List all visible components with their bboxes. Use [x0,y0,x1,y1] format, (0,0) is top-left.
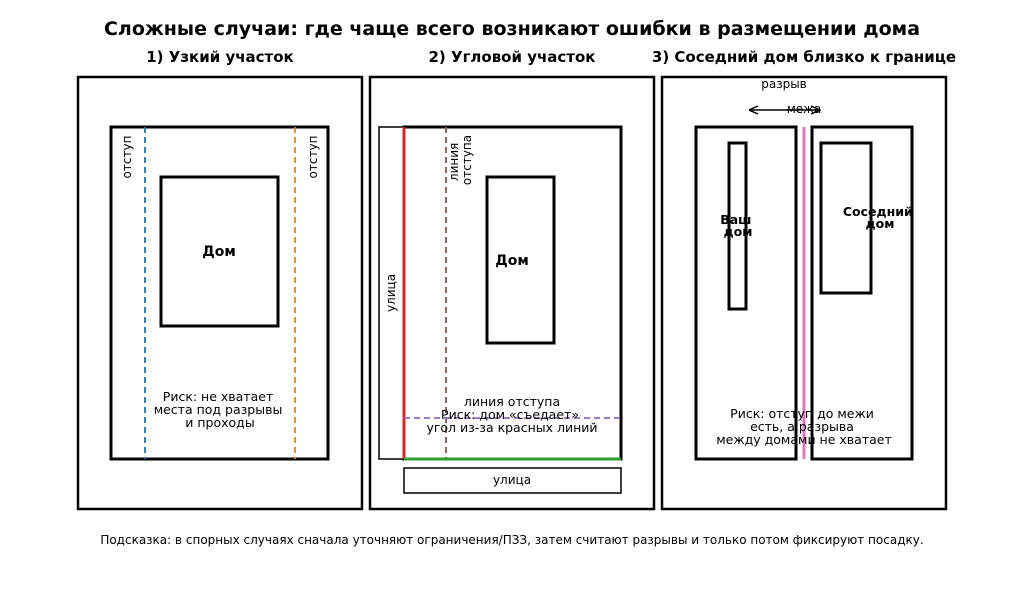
house-narrow-label: Дом [202,244,236,260]
risk-text-neighbor: Риск: отступ до межи есть, а разрыва между домами не хватает [716,406,892,447]
setback-line-label: линия отступа [447,134,474,186]
street-label-side: улица [384,273,398,313]
gap-label: разрыв [761,77,807,91]
setback-label-right: отступ [306,135,320,179]
neighbor-house-label: Соседний дом [842,204,913,231]
street-label-bottom: улица [492,473,532,487]
hint-text: Подсказка: в спорных случаях сначала уточняют ограничения/ПЗЗ, затем считают разрывы и только потом фиксируют посадку. [100,533,924,547]
panel-2-heading: 2) Угловой участок [428,48,596,66]
your-house-label: Ваш дом [720,212,753,239]
risk-text-narrow: Риск: не хватает места под разрывы и проходы [153,389,283,430]
house-corner-label: Дом [495,253,529,269]
panel-2-frame [370,77,654,509]
page-title: Сложные случаи: где чаще всего возникают ошибки в размещении дома [103,18,921,40]
setback-line-bottom-label: линия отступа [463,394,561,409]
panel-3-heading: 3) Соседний дом близко к границе [651,48,957,66]
setback-label-left: отступ [120,135,134,179]
panel-1-heading: 1) Узкий участок [146,48,294,66]
risk-text-corner: Риск: дом «съедает» угол из-за красных линий [426,407,598,435]
boundary-label: межа [786,102,822,116]
